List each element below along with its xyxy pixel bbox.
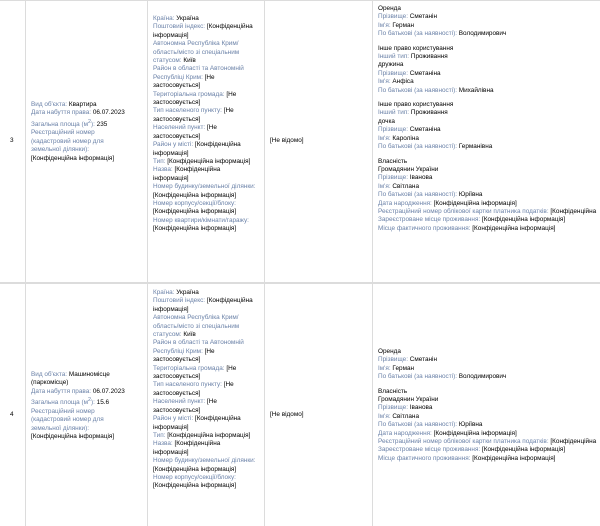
field-value: [Конфіденційна xyxy=(206,23,253,31)
info-line xyxy=(153,225,263,233)
info-line xyxy=(153,466,263,474)
info-line xyxy=(153,314,263,322)
field-value: [Конфіденційна інформація] xyxy=(472,224,556,232)
right-block xyxy=(378,348,600,382)
field-value: Герман xyxy=(392,364,415,372)
field-value: Київ xyxy=(183,331,196,339)
column-divider xyxy=(264,284,265,526)
field-label: Населений пункт: xyxy=(153,124,206,132)
date-value: 06.07.2023 xyxy=(92,387,125,395)
info-line xyxy=(378,413,600,421)
field-value: [Конфіденційна інформація] xyxy=(481,446,566,454)
field-label: Територіальна громада: xyxy=(153,364,225,372)
info-line xyxy=(378,13,600,21)
field-label: статусом: xyxy=(153,57,182,65)
field-value: Володимирович xyxy=(458,373,507,381)
info-line xyxy=(153,373,263,381)
info-line xyxy=(153,356,263,364)
field-value: Київ xyxy=(183,57,196,65)
info-line xyxy=(153,482,263,490)
info-line xyxy=(153,449,263,457)
field-value: Проживання xyxy=(410,53,448,61)
field-value: [Конфіденційна інформація] xyxy=(433,199,517,207)
field-value: [Конфіденційна xyxy=(194,141,241,149)
field-value: [Конфіденційна xyxy=(550,207,597,215)
field-label: Інший тип: xyxy=(378,109,410,117)
info-line xyxy=(153,306,263,314)
field-value: Власність xyxy=(378,387,408,395)
field-value: [Конфіденційна інформація] xyxy=(433,429,517,437)
field-value: Герман xyxy=(392,21,415,29)
field-value: [Не xyxy=(223,107,234,115)
info-line xyxy=(153,365,263,373)
info-line xyxy=(153,457,263,465)
field-label: Дата народження: xyxy=(378,429,432,437)
info-line xyxy=(153,297,263,305)
field-value: Германівна xyxy=(458,143,493,151)
date-value: 06.07.2023 xyxy=(92,109,125,117)
field-value: Інше право користування xyxy=(378,101,454,109)
field-value: дочка xyxy=(378,117,395,125)
info-line xyxy=(153,141,263,149)
info-line xyxy=(378,22,600,30)
info-line xyxy=(153,323,263,331)
field-value: [Конфіденційна інформація] xyxy=(167,157,251,165)
field-label: Назва: xyxy=(153,166,173,174)
field-value: [Не xyxy=(226,90,237,98)
info-line xyxy=(378,126,600,134)
info-line xyxy=(153,32,263,40)
field-label: Населений пункт: xyxy=(153,398,206,406)
info-line xyxy=(153,440,263,448)
column-divider xyxy=(372,1,373,282)
cad-value: [Конфіденційна інформація] xyxy=(31,154,115,162)
date-label: Дата набуття права: xyxy=(31,109,92,117)
field-label: область/місто зі спеціальним xyxy=(153,48,240,56)
field-value: Іванова xyxy=(409,404,433,412)
field-label: По батькові (за наявності): xyxy=(378,373,457,381)
field-label: Поштовий індекс: xyxy=(153,297,206,305)
info-line xyxy=(153,49,263,57)
field-value: [Конфіденційна інформація] xyxy=(153,208,237,216)
field-value: [Не xyxy=(206,124,217,132)
info-line xyxy=(153,424,263,432)
field-label: По батькові (за наявності): xyxy=(378,421,457,429)
field-label: Тип населеного пункту: xyxy=(153,381,222,389)
field-value: [Не xyxy=(204,347,215,355)
field-value: Кароліна xyxy=(392,134,419,142)
info-line xyxy=(153,339,263,347)
info-line xyxy=(153,65,263,73)
field-value: застосовується] xyxy=(153,115,201,123)
field-value: [Конфіденційна xyxy=(174,166,221,174)
field-label: По батькові (за наявності): xyxy=(378,86,457,94)
field-label: Номер будинку/земельної ділянки: xyxy=(153,457,256,465)
object-info xyxy=(31,101,143,163)
info-line xyxy=(378,356,600,364)
field-label: Тип: xyxy=(153,431,166,439)
field-value: Україна xyxy=(176,289,199,296)
area-value: 235 xyxy=(96,120,108,128)
info-line xyxy=(378,183,600,191)
field-value: Власність xyxy=(378,157,408,165)
cad-label: земельної ділянки): xyxy=(31,424,89,432)
right-block xyxy=(378,158,600,234)
info-line xyxy=(153,166,263,174)
info-line xyxy=(378,135,600,143)
field-label: Республіці Крим: xyxy=(153,347,203,355)
field-value: Сметаніна xyxy=(409,126,441,134)
info-line xyxy=(378,200,600,208)
info-line xyxy=(153,40,263,48)
info-line xyxy=(378,430,600,438)
info-line xyxy=(153,107,263,115)
field-label: Зареєстроване місце проживання: xyxy=(378,216,481,224)
info-line xyxy=(378,53,600,61)
info-line xyxy=(378,446,600,454)
field-label: Район у місті: xyxy=(153,141,194,149)
cad-label: (кадастровий номер для xyxy=(31,137,104,145)
column-divider xyxy=(147,284,148,526)
field-label: Район в області та Автономній xyxy=(153,65,244,73)
object-type-label: Вид об'єкта: xyxy=(31,371,68,378)
field-value: [Конфіденційна інформація] xyxy=(167,431,251,439)
info-line xyxy=(378,45,600,53)
field-value: застосовується] xyxy=(153,389,201,397)
info-line xyxy=(378,143,600,151)
field-label: Зареєстроване місце проживання: xyxy=(378,446,481,454)
field-label: Дата народження: xyxy=(378,199,432,207)
field-value: [Конфіденційна xyxy=(174,440,221,448)
field-label: статусом: xyxy=(153,331,182,339)
field-label: Ім'я: xyxy=(378,21,391,29)
field-label: Територіальна громада: xyxy=(153,90,225,98)
field-value: Проживання xyxy=(410,109,448,117)
info-line xyxy=(378,174,600,182)
column-divider xyxy=(25,1,26,282)
field-value: інформація] xyxy=(153,448,189,456)
object-type-value: Квартира xyxy=(68,101,97,108)
field-value: дружина xyxy=(378,61,404,69)
field-value: застосовується] xyxy=(153,356,201,364)
info-line xyxy=(153,381,263,389)
field-value: [Конфіденційна інформація] xyxy=(153,482,237,490)
object-info xyxy=(31,371,143,441)
info-line xyxy=(378,365,600,373)
field-value: [Не xyxy=(226,364,237,372)
row-number: 4 xyxy=(10,411,14,418)
field-value: застосовується] xyxy=(153,99,201,107)
field-label: Ім'я: xyxy=(378,412,391,420)
info-line xyxy=(378,455,600,463)
info-line xyxy=(378,373,600,381)
info-line xyxy=(153,415,263,423)
cad-value: [Конфіденційна інформація] xyxy=(31,432,115,440)
field-value: [Не xyxy=(206,398,217,406)
info-line xyxy=(153,183,263,191)
row-number: 3 xyxy=(10,137,14,144)
info-line xyxy=(153,124,263,132)
field-label: Поштовий індекс: xyxy=(153,23,206,31)
column-divider xyxy=(25,284,26,526)
field-value: Інше право користування xyxy=(378,44,454,52)
field-label: Прізвище: xyxy=(378,13,408,21)
address-info xyxy=(153,289,263,491)
address-info xyxy=(153,15,263,234)
field-label: Район в області та Автономній xyxy=(153,339,244,347)
field-label: Номер будинку/земельної ділянки: xyxy=(153,183,256,191)
field-label: Автономна Республіка Крим/ xyxy=(153,40,239,48)
field-value: Сметаніна xyxy=(409,69,441,77)
info-line xyxy=(153,217,263,225)
info-line xyxy=(153,133,263,141)
info-line xyxy=(378,421,600,429)
column-divider xyxy=(147,1,148,282)
field-value: Анфіса xyxy=(392,78,414,86)
info-line xyxy=(378,70,600,78)
field-label: Інший тип: xyxy=(378,53,410,61)
field-label: По батькові (за наявності): xyxy=(378,143,457,151)
field-value: інформація] xyxy=(153,31,189,39)
field-value: [Конфіденційна інформація] xyxy=(153,465,237,473)
field-value: інформація] xyxy=(153,423,189,431)
field-value: інформація] xyxy=(153,305,189,313)
field-label: Реєстраційний номер облікової картки платника податків: xyxy=(378,438,549,446)
info-line xyxy=(378,30,600,38)
info-line xyxy=(378,388,600,396)
info-line xyxy=(378,109,600,117)
field-label: Район у місті: xyxy=(153,415,194,423)
info-line xyxy=(153,74,263,82)
field-label: Ім'я: xyxy=(378,364,391,372)
info-line xyxy=(153,407,263,415)
field-value: Михайлівна xyxy=(458,86,494,94)
right-block xyxy=(378,101,600,151)
area-label: Загальна площа $(м^2)$: xyxy=(31,118,95,128)
field-label: Номер корпусу/секції/блоку: xyxy=(153,199,236,207)
date-label: Дата набуття права: xyxy=(31,387,92,395)
field-value: Україна xyxy=(176,15,199,22)
field-label: область/місто зі спеціальним xyxy=(153,322,240,330)
field-value: Світлана xyxy=(392,182,420,190)
field-label: Ім'я: xyxy=(378,134,391,142)
field-value: Юріївна xyxy=(458,421,483,429)
field-value: Оренда xyxy=(378,5,401,12)
info-line xyxy=(153,175,263,183)
table-row xyxy=(0,283,600,526)
field-label: Реєстраційний номер облікової картки платника податків: xyxy=(378,207,549,215)
field-label: Республіці Крим: xyxy=(153,73,203,81)
field-label: Прізвище: xyxy=(378,174,408,182)
field-value: [Конфіденційна інформація] xyxy=(481,216,566,224)
field-value: Громадянин України xyxy=(378,165,439,173)
cad-label: Реєстраційний номер xyxy=(31,129,95,137)
field-value: Володимирович xyxy=(458,30,507,38)
info-line xyxy=(153,192,263,200)
field-label: Прізвище: xyxy=(378,69,408,77)
field-label: Назва: xyxy=(153,440,173,448)
field-label: Ім'я: xyxy=(378,182,391,190)
field-label: Ім'я: xyxy=(378,78,391,86)
field-value: Сметанін xyxy=(409,356,438,364)
info-line xyxy=(153,150,263,158)
field-label: Автономна Республіка Крим/ xyxy=(153,314,239,322)
field-value: застосовується] xyxy=(153,373,201,381)
field-value: [Конфіденційна xyxy=(206,297,253,305)
info-line xyxy=(153,398,263,406)
field-label: Тип: xyxy=(153,157,166,165)
area-value: 15.6 xyxy=(96,399,110,407)
right-block xyxy=(378,5,600,39)
object-type-label: Вид об'єкта: xyxy=(31,101,68,108)
field-value: [Конфіденційна інформація] xyxy=(472,454,556,462)
cost-value: [Не відомо] xyxy=(270,411,304,418)
cad-label: земельної ділянки): xyxy=(31,146,89,154)
info-line xyxy=(153,82,263,90)
info-line xyxy=(153,348,263,356)
rights-info xyxy=(378,348,600,463)
field-value: Сметанін xyxy=(409,13,438,21)
field-value: Іванова xyxy=(409,174,433,182)
field-value: [Конфіденційна інформація] xyxy=(153,225,237,233)
field-value: інформація] xyxy=(153,149,189,157)
field-value: застосовується] xyxy=(153,132,201,140)
info-line xyxy=(378,78,600,86)
field-value: Громадянин України xyxy=(378,396,439,404)
field-value: Оренда xyxy=(378,348,401,355)
info-line xyxy=(378,404,600,412)
field-label: Прізвище: xyxy=(378,356,408,364)
field-label: Місце фактичного проживання: xyxy=(378,224,471,232)
field-label: Номер корпусу/секції/блоку: xyxy=(153,473,236,481)
object-type-value: Машиномісце xyxy=(68,371,110,378)
info-line xyxy=(153,208,263,216)
cost-value: [Не відомо] xyxy=(270,137,304,144)
info-line xyxy=(378,225,600,233)
field-value: застосовується] xyxy=(153,82,201,90)
right-block xyxy=(378,388,600,464)
field-label: Місце фактичного проживання: xyxy=(378,454,471,462)
column-divider xyxy=(372,284,373,526)
field-value: Юріївна xyxy=(458,191,483,199)
info-line xyxy=(378,61,600,69)
field-label: Прізвище: xyxy=(378,404,408,412)
field-value: застосовується] xyxy=(153,406,201,414)
field-value: [Конфіденційна інформація] xyxy=(153,191,237,199)
field-value: Світлана xyxy=(392,412,420,420)
field-label: Прізвище: xyxy=(378,126,408,134)
field-label: Тип населеного пункту: xyxy=(153,107,222,115)
cad-label: (кадастровий номер для xyxy=(31,416,104,424)
field-value: [Не xyxy=(223,381,234,389)
right-block xyxy=(378,45,600,95)
info-line xyxy=(153,99,263,107)
field-value: інформація] xyxy=(153,174,189,182)
field-value: [Конфіденційна xyxy=(194,415,241,423)
field-label: По батькові (за наявності): xyxy=(378,191,457,199)
info-line xyxy=(378,158,600,166)
cad-label: Реєстраційний номер xyxy=(31,407,95,415)
area-label: Загальна площа $(м^2)$: xyxy=(31,397,95,407)
info-line xyxy=(378,87,600,95)
field-value: [Конфіденційна xyxy=(550,438,597,446)
field-label: Країна: xyxy=(153,15,175,22)
field-label: Країна: xyxy=(153,289,175,296)
object-type-value-2: (паркомісце) xyxy=(31,379,69,387)
info-line xyxy=(153,23,263,31)
info-line xyxy=(153,91,263,99)
field-label: Номер квартири/кімнати/гаражу: xyxy=(153,216,249,224)
info-line xyxy=(378,216,600,224)
info-line xyxy=(378,191,600,199)
column-divider xyxy=(264,1,265,282)
rights-info xyxy=(378,5,600,233)
field-label: По батькові (за наявності): xyxy=(378,30,457,38)
field-value: [Не xyxy=(204,73,215,81)
